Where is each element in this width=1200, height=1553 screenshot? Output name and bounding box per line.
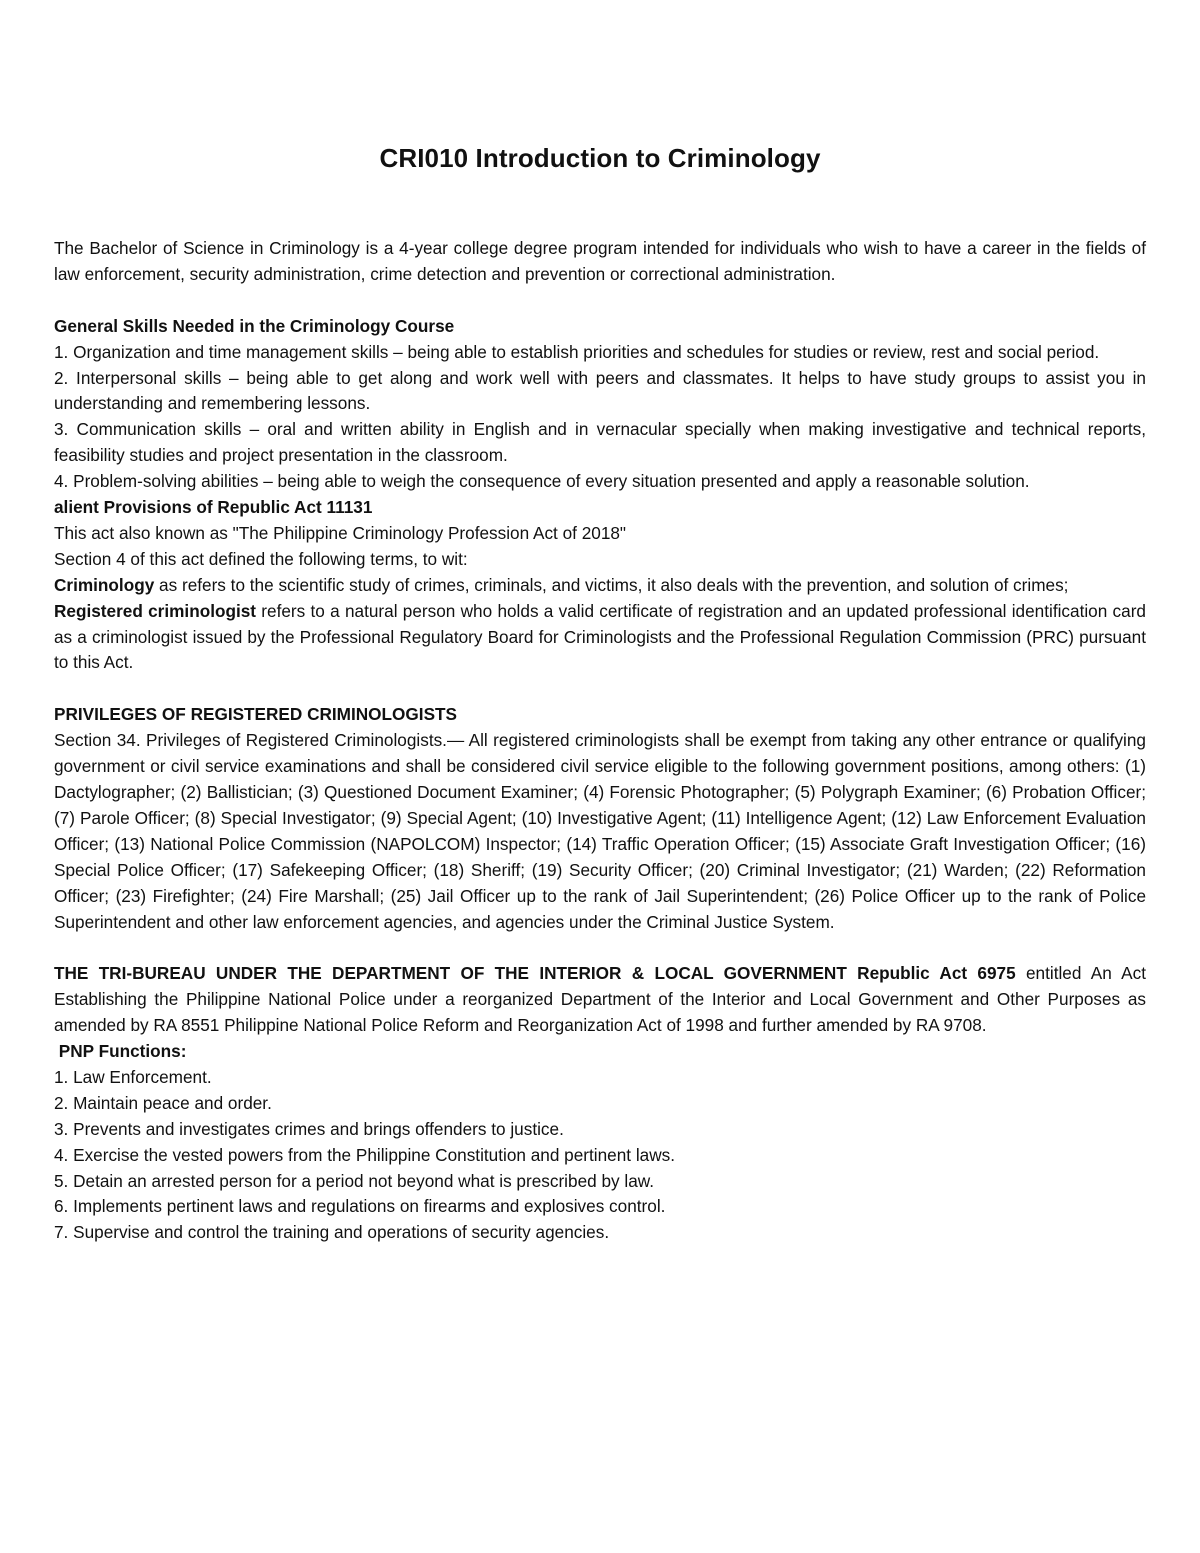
page-title: CRI010 Introduction to Criminology bbox=[379, 143, 821, 173]
list-item: 3. Prevents and investigates crimes and brings offenders to justice. bbox=[54, 1118, 564, 1139]
term-definition: as refers to the scientific study of crimes, criminals, and victims, it also deals with the prevention, and solution of crimes; bbox=[154, 574, 1069, 595]
privileges-heading: PRIVILEGES OF REGISTERED CRIMINOLOGISTS bbox=[54, 704, 457, 725]
list-item: 6. Implements pertinent laws and regulations on firearms and explosives control. bbox=[54, 1196, 666, 1217]
term-label: Criminology bbox=[54, 574, 155, 595]
list-item: 2. Interpersonal skills – being able to get along and work well with peers and classmates. It helps to have study groups to assist you in understanding and remembering lessons. bbox=[54, 367, 1146, 414]
tribureau-paragraph bbox=[54, 961, 1146, 1039]
list-item: 5. Detain an arrested person for a period not beyond what is prescribed by law. bbox=[54, 1170, 655, 1191]
list-item: 4. Problem-solving abilities – being able to weigh the consequence of every situation presented and apply a reasonable solution. bbox=[54, 471, 1030, 492]
ra11131-line: Section 4 of this act defined the following terms, to wit: bbox=[54, 548, 468, 569]
document-page bbox=[54, 138, 1146, 1246]
term-definition: refers to a natural person who holds a valid certificate of registration and an updated professional identification card as a criminologist issued by the Professional Regulatory Board for Criminologists and the Professional Regulation Commission (PRC) pursuant to this Act. bbox=[54, 600, 1146, 673]
term-criminology bbox=[54, 573, 1146, 599]
list-item: 1. Organization and time management skills – being able to establish priorities and schedules for studies or review, rest and social period. bbox=[54, 341, 1100, 362]
skills-heading: General Skills Needed in the Criminology Course bbox=[54, 315, 455, 336]
pnp-functions-list bbox=[54, 1065, 1146, 1246]
skills-list bbox=[54, 340, 1146, 495]
ra11131-heading: alient Provisions of Republic Act 11131 bbox=[54, 497, 373, 518]
term-label: Registered criminologist bbox=[54, 600, 257, 621]
list-item: 4. Exercise the vested powers from the Philippine Constitution and pertinent laws. bbox=[54, 1144, 675, 1165]
pnp-heading: PNP Functions: bbox=[54, 1041, 187, 1062]
list-item: 1. Law Enforcement. bbox=[54, 1066, 212, 1087]
list-item: 7. Supervise and control the training and operations of security agencies. bbox=[54, 1222, 610, 1243]
list-item: 2. Maintain peace and order. bbox=[54, 1092, 272, 1113]
list-item: 3. Communication skills – oral and written ability in English and in vernacular specially when making investigative and technical reports, feasibility studies and project presentation in the classroom. bbox=[54, 419, 1146, 466]
privileges-paragraph: Section 34. Privileges of Registered Criminologists.— All registered criminologists shall be exempt from taking any other entrance or qualifying government or civil service examinations and shall be considered civil service eligible to the following government positions, among others: (1) Dactylographer; (2) Ballistician; (3) Questioned Document Examiner; (4) Forensic Photographer; (5) Polygraph Examiner; (6) Probation Officer; (7) Parole Officer; (8) Special Investigator; (9) Special Agent; (10) Investigative Agent; (11) Intelligence Agent; (12) Law Enforcement Evaluation Officer; (13) National Police Commission (NAPOLCOM) Inspector; (14) Traffic Operation Officer; (15) Associate Graft Investigation Officer; (16) Special Police Officer; (17) Safekeeping Officer; (18) Sheriff; (19) Security Officer; (20) Criminal Investigator; (21) Warden; (22) Reformation Officer; (23) Firefighter; (24) Fire Marshall; (25) Jail Officer up to the rank of Jail Superintendent; (26) Police Officer up to the rank of Police Superintendent and other law enforcement agencies, and agencies under the Criminal Justice System. bbox=[54, 730, 1146, 932]
intro-paragraph: The Bachelor of Science in Criminology is a 4-year college degree program intended for individuals who wish to have a career in the fields of law enforcement, security administration, crime detection and prevention or correctional administration. bbox=[54, 238, 1146, 284]
tribureau-body: entitled An Act Establishing the Philippine National Police under a reorganized Department of the Interior and Local Government and Other Purposes as amended by RA 8551 Philippine National Police Reform and Reorganization Act of 1998 and further amended by RA 9708. bbox=[54, 963, 1146, 1036]
tribureau-heading: THE TRI-BUREAU UNDER THE DEPARTMENT OF THE INTERIOR & LOCAL GOVERNMENT Republic Act 6975 bbox=[54, 963, 1016, 984]
term-registered-criminologist bbox=[54, 599, 1146, 677]
ra11131-line: This act also known as "The Philippine Criminology Profession Act of 2018" bbox=[54, 522, 627, 543]
